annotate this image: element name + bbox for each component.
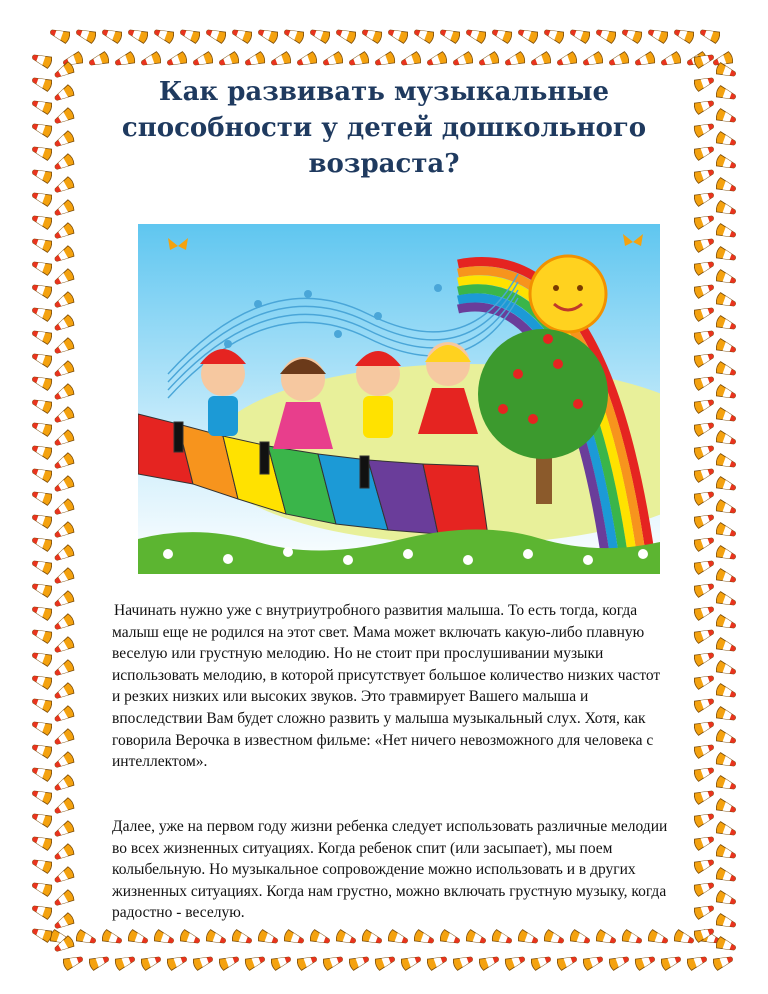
candy-corn-icon [52, 728, 75, 748]
candy-corn-icon [715, 85, 737, 103]
candy-corn-icon [31, 856, 53, 874]
candy-corn-icon [621, 929, 643, 947]
candy-corn-icon [52, 682, 75, 702]
candy-corn-icon [88, 953, 110, 971]
candy-corn-icon [52, 199, 75, 219]
candy-corn-icon [693, 764, 715, 782]
candy-corn-icon [715, 62, 737, 80]
candy-corn-icon [693, 718, 715, 736]
candy-corn-icon [52, 291, 75, 311]
candy-corn-icon [686, 953, 708, 971]
paragraph-2: Далее, уже на первом году жизни ребенка следует использовать различные мелодии во всех жизненных ситуациях. Когда ребенок спит (или засыпает), мы поем колыбельную. Но музыкальное сопровождение можно использовать и в других жизненных ситуациях. Когда нам грустно, можно включать грустную музыку, когда радостно - веселую. [112, 818, 668, 922]
candy-corn-icon [322, 51, 344, 69]
candy-corn-icon [693, 373, 715, 391]
candy-corn-icon [31, 166, 53, 184]
candy-corn-icon [543, 26, 565, 44]
candy-corn-icon [153, 929, 175, 947]
candy-corn-icon [517, 26, 539, 44]
candy-corn-icon [348, 953, 370, 971]
candy-corn-icon [715, 890, 737, 908]
candy-corn-icon [582, 953, 604, 971]
candy-corn-icon [715, 568, 737, 586]
candy-corn-icon [205, 26, 227, 44]
candy-corn-icon [52, 751, 75, 771]
candy-corn-icon [693, 212, 715, 230]
candy-corn-icon [608, 51, 630, 69]
candy-corn-icon [31, 419, 53, 437]
candy-corn-icon [31, 74, 53, 92]
candy-corn-icon [31, 120, 53, 138]
candy-corn-icon [693, 120, 715, 138]
candy-corn-icon [491, 26, 513, 44]
candy-corn-icon [309, 26, 331, 44]
candy-corn-icon [693, 304, 715, 322]
candy-corn-icon [693, 166, 715, 184]
candy-corn-icon [75, 929, 97, 947]
candy-corn-icon [517, 929, 539, 947]
candy-corn-icon [31, 925, 53, 943]
candy-corn-icon [52, 360, 75, 380]
candy-corn-icon [660, 51, 682, 69]
candy-corn-icon [693, 557, 715, 575]
candy-corn-icon [31, 396, 53, 414]
candy-corn-icon [693, 350, 715, 368]
candy-corn-icon [715, 683, 737, 701]
candy-corn-icon [218, 51, 240, 69]
candy-corn-icon [52, 521, 75, 541]
candy-corn-icon [715, 407, 737, 425]
sun-icon [530, 256, 606, 332]
candy-corn-icon [52, 590, 75, 610]
candy-corn-icon [335, 26, 357, 44]
candy-corn-icon [693, 810, 715, 828]
candy-corn-icon [715, 637, 737, 655]
candy-corn-icon [31, 810, 53, 828]
candy-corn-icon [127, 929, 149, 947]
candy-corn-icon [715, 177, 737, 195]
candy-corn-icon [52, 705, 75, 725]
candy-corn-icon [31, 212, 53, 230]
candy-corn-icon [52, 659, 75, 679]
candy-corn-icon [31, 258, 53, 276]
candy-corn-icon [693, 396, 715, 414]
candy-corn-icon [52, 452, 75, 472]
candy-corn-icon [693, 603, 715, 621]
candy-corn-icon [31, 97, 53, 115]
candy-corn-icon [166, 51, 188, 69]
candy-corn-icon [127, 26, 149, 44]
candy-corn-icon [426, 953, 448, 971]
candy-corn-icon [31, 580, 53, 598]
candy-corn-icon [52, 176, 75, 196]
candy-corn-icon [31, 488, 53, 506]
candy-corn-icon [452, 953, 474, 971]
candy-corn-icon [52, 406, 75, 426]
candy-corn-icon [715, 729, 737, 747]
candy-corn-icon [31, 787, 53, 805]
candy-corn-icon [634, 51, 656, 69]
candy-corn-icon [715, 315, 737, 333]
candy-corn-icon [309, 929, 331, 947]
candy-corn-icon [715, 453, 737, 471]
candy-corn-icon [31, 143, 53, 161]
candy-corn-icon [478, 51, 500, 69]
candy-corn-icon [693, 74, 715, 92]
candy-corn-icon [31, 51, 53, 69]
candy-corn-icon [31, 649, 53, 667]
candy-corn-icon [374, 51, 396, 69]
candy-corn-icon [715, 361, 737, 379]
candy-corn-icon [296, 953, 318, 971]
candy-corn-icon [715, 200, 737, 218]
candy-corn-icon [31, 626, 53, 644]
candy-corn-icon [231, 26, 253, 44]
candy-corn-icon [693, 626, 715, 644]
candy-corn-icon [715, 913, 737, 931]
candy-corn-icon [52, 889, 75, 909]
candy-corn-icon [114, 51, 136, 69]
candy-corn-icon [31, 879, 53, 897]
paragraph-1: Начинать нужно уже с внутриутробного развития малыша. То есть тогда, когда малыш еще не родился на этот свет. Мама может включать какую-либо плавную веселую или грустную мелодию. Но не стоит при прослушивании музыки использовать мелодию, в которой присутствует большое количество низких частот и резких низких или высоких звуков. Это травмирует Вашего малыша и впоследствии Вам будет сложно развить у малыша музыкальный слух. Хотя, как говорила Верочка в известном фильме: «Нет ничего невозможного для человека с интеллектом». [112, 602, 661, 771]
candy-corn-icon [715, 108, 737, 126]
candy-corn-icon [335, 929, 357, 947]
candy-corn-icon [361, 929, 383, 947]
candy-corn-icon [693, 327, 715, 345]
candy-corn-icon [153, 26, 175, 44]
candy-corn-icon [715, 430, 737, 448]
candy-corn-icon [31, 327, 53, 345]
candy-corn-icon [296, 51, 318, 69]
candy-corn-icon [647, 929, 669, 947]
candy-corn-icon [179, 929, 201, 947]
candy-corn-icon [31, 603, 53, 621]
candy-corn-icon [693, 741, 715, 759]
candy-corn-icon [715, 844, 737, 862]
candy-corn-icon [647, 26, 669, 44]
candy-corn-icon [634, 953, 656, 971]
candy-corn-icon [62, 953, 84, 971]
candy-corn-icon [231, 929, 253, 947]
candy-corn-icon [52, 912, 75, 932]
candy-corn-icon [31, 672, 53, 690]
candy-corn-icon [101, 929, 123, 947]
candy-corn-icon [52, 544, 75, 564]
candy-corn-icon [715, 154, 737, 172]
candy-corn-icon [569, 929, 591, 947]
candy-corn-icon [387, 929, 409, 947]
candy-corn-icon [452, 51, 474, 69]
candy-corn-icon [31, 741, 53, 759]
candy-corn-icon [693, 488, 715, 506]
candy-corn-icon [192, 51, 214, 69]
candy-corn-icon [715, 522, 737, 540]
candy-corn-icon [595, 929, 617, 947]
candy-corn-icon [715, 384, 737, 402]
candy-corn-icon [52, 130, 75, 150]
candy-corn-icon [361, 26, 383, 44]
candy-corn-icon [52, 636, 75, 656]
candy-corn-icon [693, 649, 715, 667]
candy-corn-icon [52, 314, 75, 334]
candy-corn-icon [543, 929, 565, 947]
candy-corn-icon [31, 557, 53, 575]
candy-corn-icon [569, 26, 591, 44]
candy-corn-icon [413, 929, 435, 947]
candy-corn-icon [31, 695, 53, 713]
candy-corn-icon [693, 902, 715, 920]
candy-corn-icon [192, 953, 214, 971]
candy-corn-icon [31, 902, 53, 920]
candy-corn-icon [257, 929, 279, 947]
candy-corn-icon [270, 953, 292, 971]
candy-corn-icon [715, 867, 737, 885]
candy-corn-icon [693, 281, 715, 299]
candy-corn-icon [218, 953, 240, 971]
candy-corn-icon [693, 189, 715, 207]
candy-corn-icon [52, 268, 75, 288]
candy-corn-icon [715, 706, 737, 724]
candy-corn-icon [693, 580, 715, 598]
candy-corn-icon [257, 26, 279, 44]
candy-corn-icon [693, 787, 715, 805]
candy-corn-icon [322, 953, 344, 971]
candy-corn-icon [31, 281, 53, 299]
kids-piano-rainbow-illustration [138, 224, 660, 574]
candy-corn-icon [556, 51, 578, 69]
candy-corn-icon [556, 953, 578, 971]
candy-corn-icon [52, 383, 75, 403]
candy-corn-icon [715, 292, 737, 310]
candy-corn-icon [693, 695, 715, 713]
candy-corn-icon [52, 843, 75, 863]
candy-corn-icon [693, 235, 715, 253]
candy-corn-icon [426, 51, 448, 69]
candy-corn-icon [595, 26, 617, 44]
candy-corn-icon [530, 953, 552, 971]
candy-corn-icon [283, 26, 305, 44]
candy-corn-icon [31, 442, 53, 460]
candy-corn-icon [608, 953, 630, 971]
candy-corn-icon [715, 798, 737, 816]
candy-corn-icon [31, 235, 53, 253]
candy-corn-icon [31, 304, 53, 322]
candy-corn-icon [715, 821, 737, 839]
candy-corn-icon [715, 614, 737, 632]
candy-corn-icon [31, 350, 53, 368]
candy-corn-icon [101, 26, 123, 44]
candy-corn-icon [660, 953, 682, 971]
candy-corn-icon [715, 775, 737, 793]
candy-corn-icon [31, 189, 53, 207]
candy-corn-icon [244, 51, 266, 69]
candy-corn-icon [699, 26, 721, 44]
candy-corn-icon [114, 953, 136, 971]
candy-corn-icon [52, 774, 75, 794]
candy-corn-icon [715, 591, 737, 609]
candy-corn-icon [52, 820, 75, 840]
candy-corn-icon [387, 26, 409, 44]
candy-corn-icon [715, 338, 737, 356]
candy-corn-icon [52, 475, 75, 495]
candy-corn-icon [205, 929, 227, 947]
candy-corn-icon [439, 26, 461, 44]
candy-corn-icon [693, 97, 715, 115]
candy-corn-icon [348, 51, 370, 69]
candy-corn-icon [465, 929, 487, 947]
candy-corn-icon [52, 107, 75, 127]
candy-corn-icon [52, 797, 75, 817]
candy-corn-icon [374, 953, 396, 971]
candy-corn-icon [715, 660, 737, 678]
candy-corn-icon [52, 498, 75, 518]
candy-corn-icon [52, 245, 75, 265]
candy-corn-icon [673, 26, 695, 44]
candy-corn-icon [693, 856, 715, 874]
candy-corn-icon [504, 51, 526, 69]
candy-corn-icon [400, 51, 422, 69]
candy-corn-icon [693, 419, 715, 437]
candy-corn-icon [31, 833, 53, 851]
candy-corn-icon [75, 26, 97, 44]
candy-corn-icon [673, 929, 695, 947]
candy-corn-icon [715, 545, 737, 563]
candy-corn-icon [693, 143, 715, 161]
candy-corn-icon [712, 953, 734, 971]
candy-corn-icon [715, 936, 737, 954]
candy-corn-icon [400, 953, 422, 971]
candy-corn-icon [31, 373, 53, 391]
candy-corn-icon [52, 222, 75, 242]
candy-corn-icon [465, 26, 487, 44]
candy-corn-icon [140, 953, 162, 971]
candy-corn-icon [715, 269, 737, 287]
candy-corn-icon [693, 879, 715, 897]
candy-corn-icon [715, 752, 737, 770]
candy-corn-icon [715, 131, 737, 149]
candy-corn-icon [439, 929, 461, 947]
candy-corn-icon [49, 26, 71, 44]
candy-corn-icon [52, 337, 75, 357]
candy-corn-icon [52, 866, 75, 886]
candy-corn-icon [478, 953, 500, 971]
candy-corn-icon [693, 672, 715, 690]
candy-corn-icon [283, 929, 305, 947]
candy-corn-icon [413, 26, 435, 44]
candy-corn-icon [504, 953, 526, 971]
candy-corn-icon [693, 511, 715, 529]
candy-corn-icon [491, 929, 513, 947]
page-title: Как развивать музыкальные способности у детей дошкольного возраста? [121, 77, 647, 179]
candy-corn-icon [244, 953, 266, 971]
candy-corn-icon [621, 26, 643, 44]
candy-corn-icon [715, 476, 737, 494]
candy-corn-icon [52, 153, 75, 173]
candy-corn-icon [693, 258, 715, 276]
candy-corn-icon [715, 223, 737, 241]
candy-corn-icon [582, 51, 604, 69]
candy-corn-icon [715, 499, 737, 517]
candy-corn-icon [693, 534, 715, 552]
candy-corn-icon [52, 567, 75, 587]
candy-corn-icon [31, 511, 53, 529]
candy-corn-icon [693, 465, 715, 483]
candy-corn-icon [140, 51, 162, 69]
candy-corn-icon [52, 613, 75, 633]
candy-corn-icon [693, 833, 715, 851]
candy-corn-icon [31, 534, 53, 552]
candy-corn-icon [31, 718, 53, 736]
candy-corn-icon [88, 51, 110, 69]
candy-corn-icon [52, 84, 75, 104]
candy-corn-icon [530, 51, 552, 69]
candy-corn-icon [693, 442, 715, 460]
candy-corn-icon [179, 26, 201, 44]
candy-corn-icon [270, 51, 292, 69]
candy-corn-icon [715, 246, 737, 264]
candy-corn-icon [52, 429, 75, 449]
candy-corn-icon [31, 465, 53, 483]
candy-corn-icon [31, 764, 53, 782]
candy-corn-icon [166, 953, 188, 971]
